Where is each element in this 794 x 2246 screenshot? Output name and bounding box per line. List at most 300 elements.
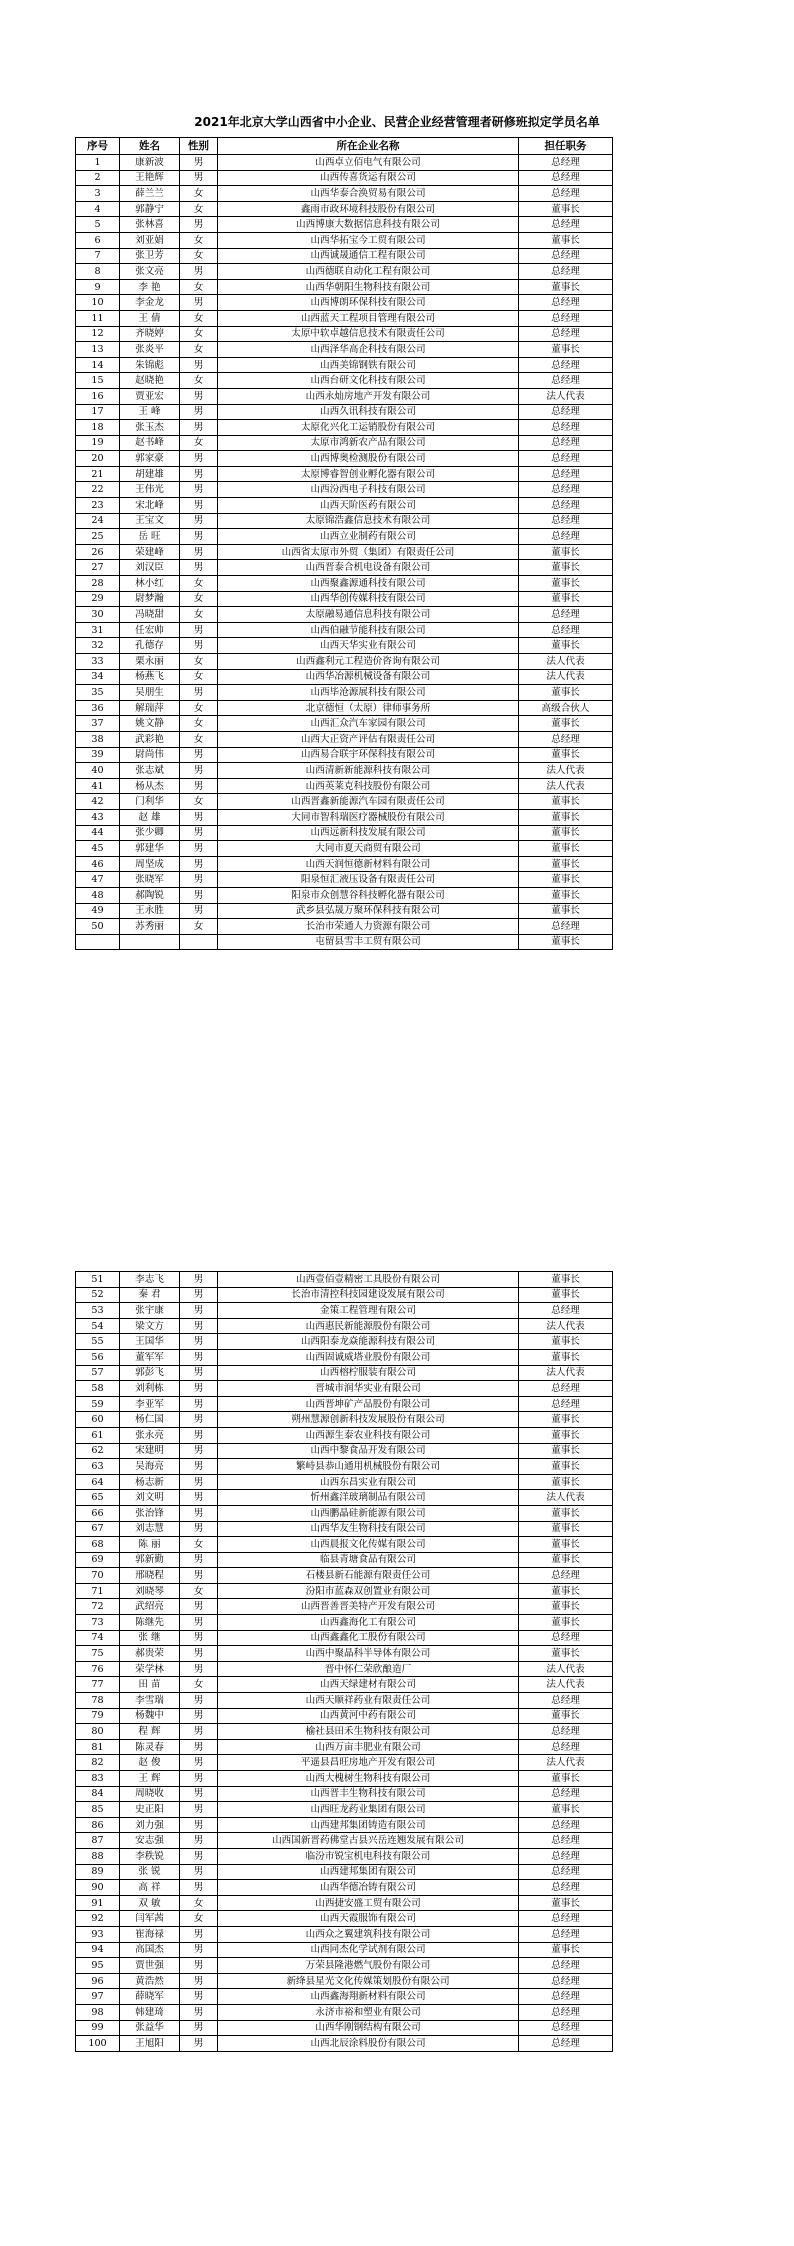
table-row — [76, 731, 613, 747]
cell-company: 山西中聚晶科半导体有限公司 — [218, 1646, 519, 1662]
cell-no: 80 — [76, 1724, 120, 1740]
cell-no: 77 — [76, 1677, 120, 1693]
cell-gender: 女 — [180, 591, 218, 607]
table-row — [76, 357, 613, 373]
cell-gender: 女 — [180, 310, 218, 326]
cell-name: 赵 雄 — [120, 809, 180, 825]
cell-gender: 女 — [180, 186, 218, 202]
cell-name: 张晓军 — [120, 872, 180, 888]
cell-position: 总经理 — [519, 310, 613, 326]
cell-gender: 男 — [180, 1459, 218, 1475]
table-row — [76, 778, 613, 794]
cell-name: 姚文静 — [120, 716, 180, 732]
cell-company: 山西华友生物科技有限公司 — [218, 1521, 519, 1537]
cell-no: 87 — [76, 1833, 120, 1849]
table-row — [76, 186, 613, 202]
cell-name: 岳 旺 — [120, 529, 180, 545]
cell-no: 19 — [76, 435, 120, 451]
cell-gender: 男 — [180, 2004, 218, 2020]
table-row — [76, 2036, 613, 2052]
cell-position: 总经理 — [519, 2004, 613, 2020]
cell-no: 47 — [76, 872, 120, 888]
cell-name: 吴朋生 — [120, 685, 180, 701]
table-row — [76, 1724, 613, 1740]
cell-company: 山西万亩丰肥业有限公司 — [218, 1739, 519, 1755]
cell-position: 总经理 — [519, 295, 613, 311]
cell-gender: 男 — [180, 1848, 218, 1864]
cell-company: 山西鑫海化工有限公司 — [218, 1615, 519, 1631]
cell-gender: 女 — [180, 232, 218, 248]
cell-gender: 男 — [180, 1272, 218, 1288]
table-row — [76, 1537, 613, 1553]
cell-no: 96 — [76, 1973, 120, 1989]
cell-company: 山西鑫利元工程造价咨询有限公司 — [218, 654, 519, 670]
cell-company: 山西天绿建材有限公司 — [218, 1677, 519, 1693]
cell-gender: 男 — [180, 1864, 218, 1880]
cell-no: 6 — [76, 232, 120, 248]
cell-no: 46 — [76, 856, 120, 872]
cell-position: 董事长 — [519, 841, 613, 857]
cell-no: 76 — [76, 1661, 120, 1677]
cell-position: 董事长 — [519, 1505, 613, 1521]
cell-gender: 男 — [180, 1942, 218, 1958]
cell-name: 秦 君 — [120, 1287, 180, 1303]
cell-company: 山西英莱克科技股份有限公司 — [218, 778, 519, 794]
cell-gender: 女 — [180, 731, 218, 747]
cell-gender: 男 — [180, 841, 218, 857]
cell-position: 董事长 — [519, 794, 613, 810]
cell-company: 临县青塘食品有限公司 — [218, 1552, 519, 1568]
table-row — [76, 1848, 613, 1864]
cell-name: 张炎平 — [120, 342, 180, 358]
table-row — [76, 654, 613, 670]
cell-gender: 女 — [180, 373, 218, 389]
cell-gender: 女 — [180, 435, 218, 451]
cell-company: 山西华朝阳生物科技有限公司 — [218, 279, 519, 295]
cell-name: 门利华 — [120, 794, 180, 810]
table-row — [76, 1474, 613, 1490]
cell-company: 临汾市锐宝机电科技有限公司 — [218, 1848, 519, 1864]
cell-position: 法人代表 — [519, 1677, 613, 1693]
cell-name: 贾世强 — [120, 1958, 180, 1974]
table-row — [76, 1505, 613, 1521]
table-row — [76, 326, 613, 342]
cell-gender: 女 — [180, 201, 218, 217]
cell-no: 32 — [76, 638, 120, 654]
cell-gender: 男 — [180, 1926, 218, 1942]
cell-position: 董事长 — [519, 1802, 613, 1818]
table-row — [76, 388, 613, 404]
cell-company: 山西传喜货运有限公司 — [218, 170, 519, 186]
cell-name: 张林喜 — [120, 217, 180, 233]
cell-gender: 男 — [180, 1786, 218, 1802]
cell-company: 山西惠民新能源股份有限公司 — [218, 1318, 519, 1334]
cell-name: 高 祥 — [120, 1880, 180, 1896]
cell-no: 20 — [76, 451, 120, 467]
cell-company: 金策工程管理有限公司 — [218, 1303, 519, 1319]
cell-gender: 男 — [180, 1755, 218, 1771]
cell-company: 山西蓝天工程项目管理有限公司 — [218, 310, 519, 326]
cell-company: 长治市清控科技园建设发展有限公司 — [218, 1287, 519, 1303]
table-row — [76, 560, 613, 576]
cell-company: 大同市智科瑞医疗器械股份有限公司 — [218, 809, 519, 825]
cell-position: 董事长 — [519, 544, 613, 560]
cell-name: 杨魏中 — [120, 1708, 180, 1724]
cell-position: 董事长 — [519, 1646, 613, 1662]
cell-position: 董事长 — [519, 1287, 613, 1303]
cell-name: 王宝文 — [120, 513, 180, 529]
cell-no: 75 — [76, 1646, 120, 1662]
cell-no: 24 — [76, 513, 120, 529]
cell-gender: 男 — [180, 1989, 218, 2005]
cell-company: 山西汇众汽车家园有限公司 — [218, 716, 519, 732]
cell-gender: 男 — [180, 1661, 218, 1677]
table-row — [76, 482, 613, 498]
cell-gender: 男 — [180, 1427, 218, 1443]
table-row — [76, 1303, 613, 1319]
cell-gender: 男 — [180, 513, 218, 529]
cell-position: 董事长 — [519, 716, 613, 732]
cell-name: 王 倩 — [120, 310, 180, 326]
cell-gender: 男 — [180, 1521, 218, 1537]
cell-name: 苏秀丽 — [120, 919, 180, 935]
cell-no: 72 — [76, 1599, 120, 1615]
cell-position: 总经理 — [519, 466, 613, 482]
table-row — [76, 1926, 613, 1942]
table-row — [76, 716, 613, 732]
cell-company: 万荣县隆港燃气股份有限公司 — [218, 1958, 519, 1974]
cell-company: 山西天顺祥药业有限责任公司 — [218, 1693, 519, 1709]
cell-name: 崔海禄 — [120, 1926, 180, 1942]
cell-position: 董事长 — [519, 872, 613, 888]
cell-name: 郭新勤 — [120, 1552, 180, 1568]
cell-name: 张少卿 — [120, 825, 180, 841]
table-row — [76, 279, 613, 295]
table-row — [76, 201, 613, 217]
cell-no: 61 — [76, 1427, 120, 1443]
cell-no: 93 — [76, 1926, 120, 1942]
cell-company: 太原博睿智创业孵化器有限公司 — [218, 466, 519, 482]
table-row — [76, 435, 613, 451]
cell-gender: 男 — [180, 1802, 218, 1818]
table-row — [76, 903, 613, 919]
cell-no: 97 — [76, 1989, 120, 2005]
document-title: 2021年北京大学山西省中小企业、民营企业经营管理者研修班拟定学员名单 — [194, 115, 600, 129]
cell-position: 董事长 — [519, 1771, 613, 1787]
cell-gender: 男 — [180, 1318, 218, 1334]
cell-gender: 男 — [180, 482, 218, 498]
table-row — [76, 809, 613, 825]
cell-company: 山西东昌实业有限公司 — [218, 1474, 519, 1490]
cell-gender: 男 — [180, 1615, 218, 1631]
table-row — [76, 1365, 613, 1381]
table-row-extra — [76, 934, 613, 950]
cell-company: 山西聚鑫源通科技有限公司 — [218, 576, 519, 592]
cell-gender: 男 — [180, 1396, 218, 1412]
cell-no: 15 — [76, 373, 120, 389]
cell-no: 73 — [76, 1615, 120, 1631]
cell-gender: 男 — [180, 638, 218, 654]
cell-position: 总经理 — [519, 357, 613, 373]
table-row — [76, 1693, 613, 1709]
cell-name: 胡建雄 — [120, 466, 180, 482]
cell-no: 11 — [76, 310, 120, 326]
cell-position: 总经理 — [519, 451, 613, 467]
cell-position: 董事长 — [519, 1521, 613, 1537]
cell-position: 法人代表 — [519, 1755, 613, 1771]
cell-position: 总经理 — [519, 498, 613, 514]
cell-position: 总经理 — [519, 373, 613, 389]
cell-no: 9 — [76, 279, 120, 295]
cell-company: 永济市裕和塑业有限公司 — [218, 2004, 519, 2020]
table-row — [76, 1521, 613, 1537]
cell-name: 宋北峰 — [120, 498, 180, 514]
cell-position: 董事长 — [519, 232, 613, 248]
cell-company: 武乡县弘晟万聚环保科技有限公司 — [218, 903, 519, 919]
cell-no: 89 — [76, 1864, 120, 1880]
cell-company: 山西大正资产评估有限责任公司 — [218, 731, 519, 747]
table-row — [76, 1615, 613, 1631]
cell-gender: 女 — [180, 1677, 218, 1693]
cell-no: 90 — [76, 1880, 120, 1896]
table-row — [76, 2004, 613, 2020]
cell-name: 闫军茜 — [120, 1911, 180, 1927]
cell-no: 35 — [76, 685, 120, 701]
cell-no: 85 — [76, 1802, 120, 1818]
cell-name: 张 锐 — [120, 1864, 180, 1880]
header-company: 所在企业名称 — [218, 138, 519, 155]
cell-name: 栗永丽 — [120, 654, 180, 670]
table-row — [76, 856, 613, 872]
cell-name: 郭家豪 — [120, 451, 180, 467]
table-row — [76, 1973, 613, 1989]
cell-company: 山西天润恒德新材料有限公司 — [218, 856, 519, 872]
cell-company: 山西久讯科技有限公司 — [218, 404, 519, 420]
cell-company: 山西伯融节能科技有限公司 — [218, 622, 519, 638]
table-row — [76, 1490, 613, 1506]
cell-position: 法人代表 — [519, 1365, 613, 1381]
cell-gender: 女 — [180, 1583, 218, 1599]
cell-no: 33 — [76, 654, 120, 670]
table-row — [76, 1802, 613, 1818]
cell-gender: 男 — [180, 1958, 218, 1974]
cell-name: 李志飞 — [120, 1272, 180, 1288]
cell-gender: 男 — [180, 1552, 218, 1568]
table-row — [76, 404, 613, 420]
header-name: 姓名 — [120, 138, 180, 155]
cell-no: 86 — [76, 1817, 120, 1833]
cell-company: 山西建邦集团铸造有限公司 — [218, 1817, 519, 1833]
table-row — [76, 1911, 613, 1927]
table-row — [76, 1272, 613, 1288]
cell-gender: 男 — [180, 2036, 218, 2052]
table-row — [76, 669, 613, 685]
cell-position: 董事长 — [519, 934, 613, 950]
cell-no: 31 — [76, 622, 120, 638]
cell-name: 贾亚宏 — [120, 388, 180, 404]
cell-no: 63 — [76, 1459, 120, 1475]
cell-name: 武彩艳 — [120, 731, 180, 747]
cell-no: 94 — [76, 1942, 120, 1958]
cell-position: 董事长 — [519, 1272, 613, 1288]
table-row — [76, 1552, 613, 1568]
cell-company: 鑫雨市政环境科技股份有限公司 — [218, 201, 519, 217]
cell-name: 梁文方 — [120, 1318, 180, 1334]
cell-company: 山西晋坤矿产品股份有限公司 — [218, 1396, 519, 1412]
cell-name: 邢晓程 — [120, 1568, 180, 1584]
roster-table-page-2 — [75, 1271, 613, 2052]
table-row — [76, 887, 613, 903]
cell-no: 48 — [76, 887, 120, 903]
cell-gender: 女 — [180, 669, 218, 685]
cell-company: 山西源生泰农业科技有限公司 — [218, 1427, 519, 1443]
table-row — [76, 1646, 613, 1662]
table-row — [76, 1583, 613, 1599]
cell-position: 董事长 — [519, 1599, 613, 1615]
cell-no: 50 — [76, 919, 120, 935]
cell-no: 68 — [76, 1537, 120, 1553]
cell-no — [76, 934, 120, 950]
table-row — [76, 638, 613, 654]
cell-name: 薛兰兰 — [120, 186, 180, 202]
cell-position: 总经理 — [519, 622, 613, 638]
cell-name: 赵晓艳 — [120, 373, 180, 389]
cell-position: 总经理 — [519, 1880, 613, 1896]
cell-position: 董事长 — [519, 1412, 613, 1428]
cell-no: 43 — [76, 809, 120, 825]
cell-company: 山西易合联宇环保科技有限公司 — [218, 747, 519, 763]
cell-position: 总经理 — [519, 1693, 613, 1709]
table-row — [76, 841, 613, 857]
table-row — [76, 1443, 613, 1459]
cell-gender: 男 — [180, 295, 218, 311]
cell-no: 57 — [76, 1365, 120, 1381]
cell-no: 99 — [76, 2020, 120, 2036]
cell-name: 张益华 — [120, 2020, 180, 2036]
cell-company: 山西汾西电子科技有限公司 — [218, 482, 519, 498]
cell-gender: 男 — [180, 1708, 218, 1724]
cell-name: 朱锦彪 — [120, 357, 180, 373]
cell-gender: 男 — [180, 466, 218, 482]
cell-no: 8 — [76, 264, 120, 280]
cell-name: 王 峰 — [120, 404, 180, 420]
cell-gender: 男 — [180, 1303, 218, 1319]
cell-position: 董事长 — [519, 825, 613, 841]
cell-gender: 女 — [180, 326, 218, 342]
table-row — [76, 155, 613, 171]
cell-gender: 男 — [180, 825, 218, 841]
cell-company: 山西泽华高企科技有限公司 — [218, 342, 519, 358]
table-row — [76, 1958, 613, 1974]
cell-name: 周坚成 — [120, 856, 180, 872]
cell-name: 郭建华 — [120, 841, 180, 857]
cell-company: 山西毕沧源展科技有限公司 — [218, 685, 519, 701]
cell-name: 陈灵春 — [120, 1739, 180, 1755]
cell-position: 董事长 — [519, 1537, 613, 1553]
cell-company: 山西诚晟通信工程有限公司 — [218, 248, 519, 264]
cell-name: 张永亮 — [120, 1427, 180, 1443]
cell-name: 王旭阳 — [120, 2036, 180, 2052]
table-row — [76, 700, 613, 716]
table-row — [76, 622, 613, 638]
table-row — [76, 248, 613, 264]
cell-position: 董事长 — [519, 1942, 613, 1958]
cell-gender: 女 — [180, 716, 218, 732]
table-row — [76, 1599, 613, 1615]
cell-gender: 男 — [180, 1771, 218, 1787]
cell-gender: 男 — [180, 420, 218, 436]
cell-position: 法人代表 — [519, 654, 613, 670]
cell-company: 山西阳泰龙焱能源科技有限公司 — [218, 1334, 519, 1350]
cell-position: 董事长 — [519, 560, 613, 576]
cell-gender: 男 — [180, 388, 218, 404]
cell-position: 总经理 — [519, 155, 613, 171]
cell-no: 78 — [76, 1693, 120, 1709]
cell-gender: 女 — [180, 700, 218, 716]
cell-no: 52 — [76, 1287, 120, 1303]
cell-position: 总经理 — [519, 1973, 613, 1989]
table-row — [76, 1287, 613, 1303]
cell-position: 董事长 — [519, 1334, 613, 1350]
cell-company: 石楼县新石能源有限责任公司 — [218, 1568, 519, 1584]
cell-no: 56 — [76, 1349, 120, 1365]
cell-company: 汾阳市蓝森双创置业有限公司 — [218, 1583, 519, 1599]
cell-gender: 男 — [180, 1630, 218, 1646]
cell-position: 总经理 — [519, 404, 613, 420]
cell-company: 山西建邦集团有限公司 — [218, 1864, 519, 1880]
cell-name: 薛晓军 — [120, 1989, 180, 2005]
table-row — [76, 685, 613, 701]
cell-position: 总经理 — [519, 170, 613, 186]
cell-no: 88 — [76, 1848, 120, 1864]
cell-gender: 男 — [180, 1973, 218, 1989]
cell-no: 5 — [76, 217, 120, 233]
cell-company: 山西美锦钢铁有限公司 — [218, 357, 519, 373]
cell-company: 山西北辰涂料股份有限公司 — [218, 2036, 519, 2052]
table-row — [76, 1661, 613, 1677]
cell-company: 忻州鑫洋玻璃制品有限公司 — [218, 1490, 519, 1506]
cell-no: 79 — [76, 1708, 120, 1724]
cell-gender: 女 — [180, 1911, 218, 1927]
cell-name: 郝陶锐 — [120, 887, 180, 903]
cell-name: 周晓收 — [120, 1786, 180, 1802]
cell-gender: 男 — [180, 155, 218, 171]
cell-no: 12 — [76, 326, 120, 342]
cell-company: 山西华刚钢结构有限公司 — [218, 2020, 519, 2036]
cell-position: 总经理 — [519, 264, 613, 280]
cell-name: 吴海亮 — [120, 1459, 180, 1475]
cell-gender: 男 — [180, 1412, 218, 1428]
cell-name: 王艳辉 — [120, 170, 180, 186]
cell-company: 太原融易通信息科技有限公司 — [218, 607, 519, 623]
cell-company: 山西壹佰壹精密工具股份有限公司 — [218, 1272, 519, 1288]
cell-position: 董事长 — [519, 1615, 613, 1631]
cell-gender: 女 — [180, 279, 218, 295]
cell-position: 董事长 — [519, 591, 613, 607]
cell-company: 山西博朗环保科技有限公司 — [218, 295, 519, 311]
cell-company: 山西鑫鑫化工股份有限公司 — [218, 1630, 519, 1646]
cell-position: 总经理 — [519, 1303, 613, 1319]
cell-position: 总经理 — [519, 326, 613, 342]
cell-company: 山西省太原市外贸（集团）有限责任公司 — [218, 544, 519, 560]
cell-gender: 男 — [180, 809, 218, 825]
cell-position: 董事长 — [519, 685, 613, 701]
cell-name: 齐晓婷 — [120, 326, 180, 342]
table-row — [76, 1381, 613, 1397]
table-row — [76, 1771, 613, 1787]
table-row — [76, 1568, 613, 1584]
cell-position: 总经理 — [519, 482, 613, 498]
